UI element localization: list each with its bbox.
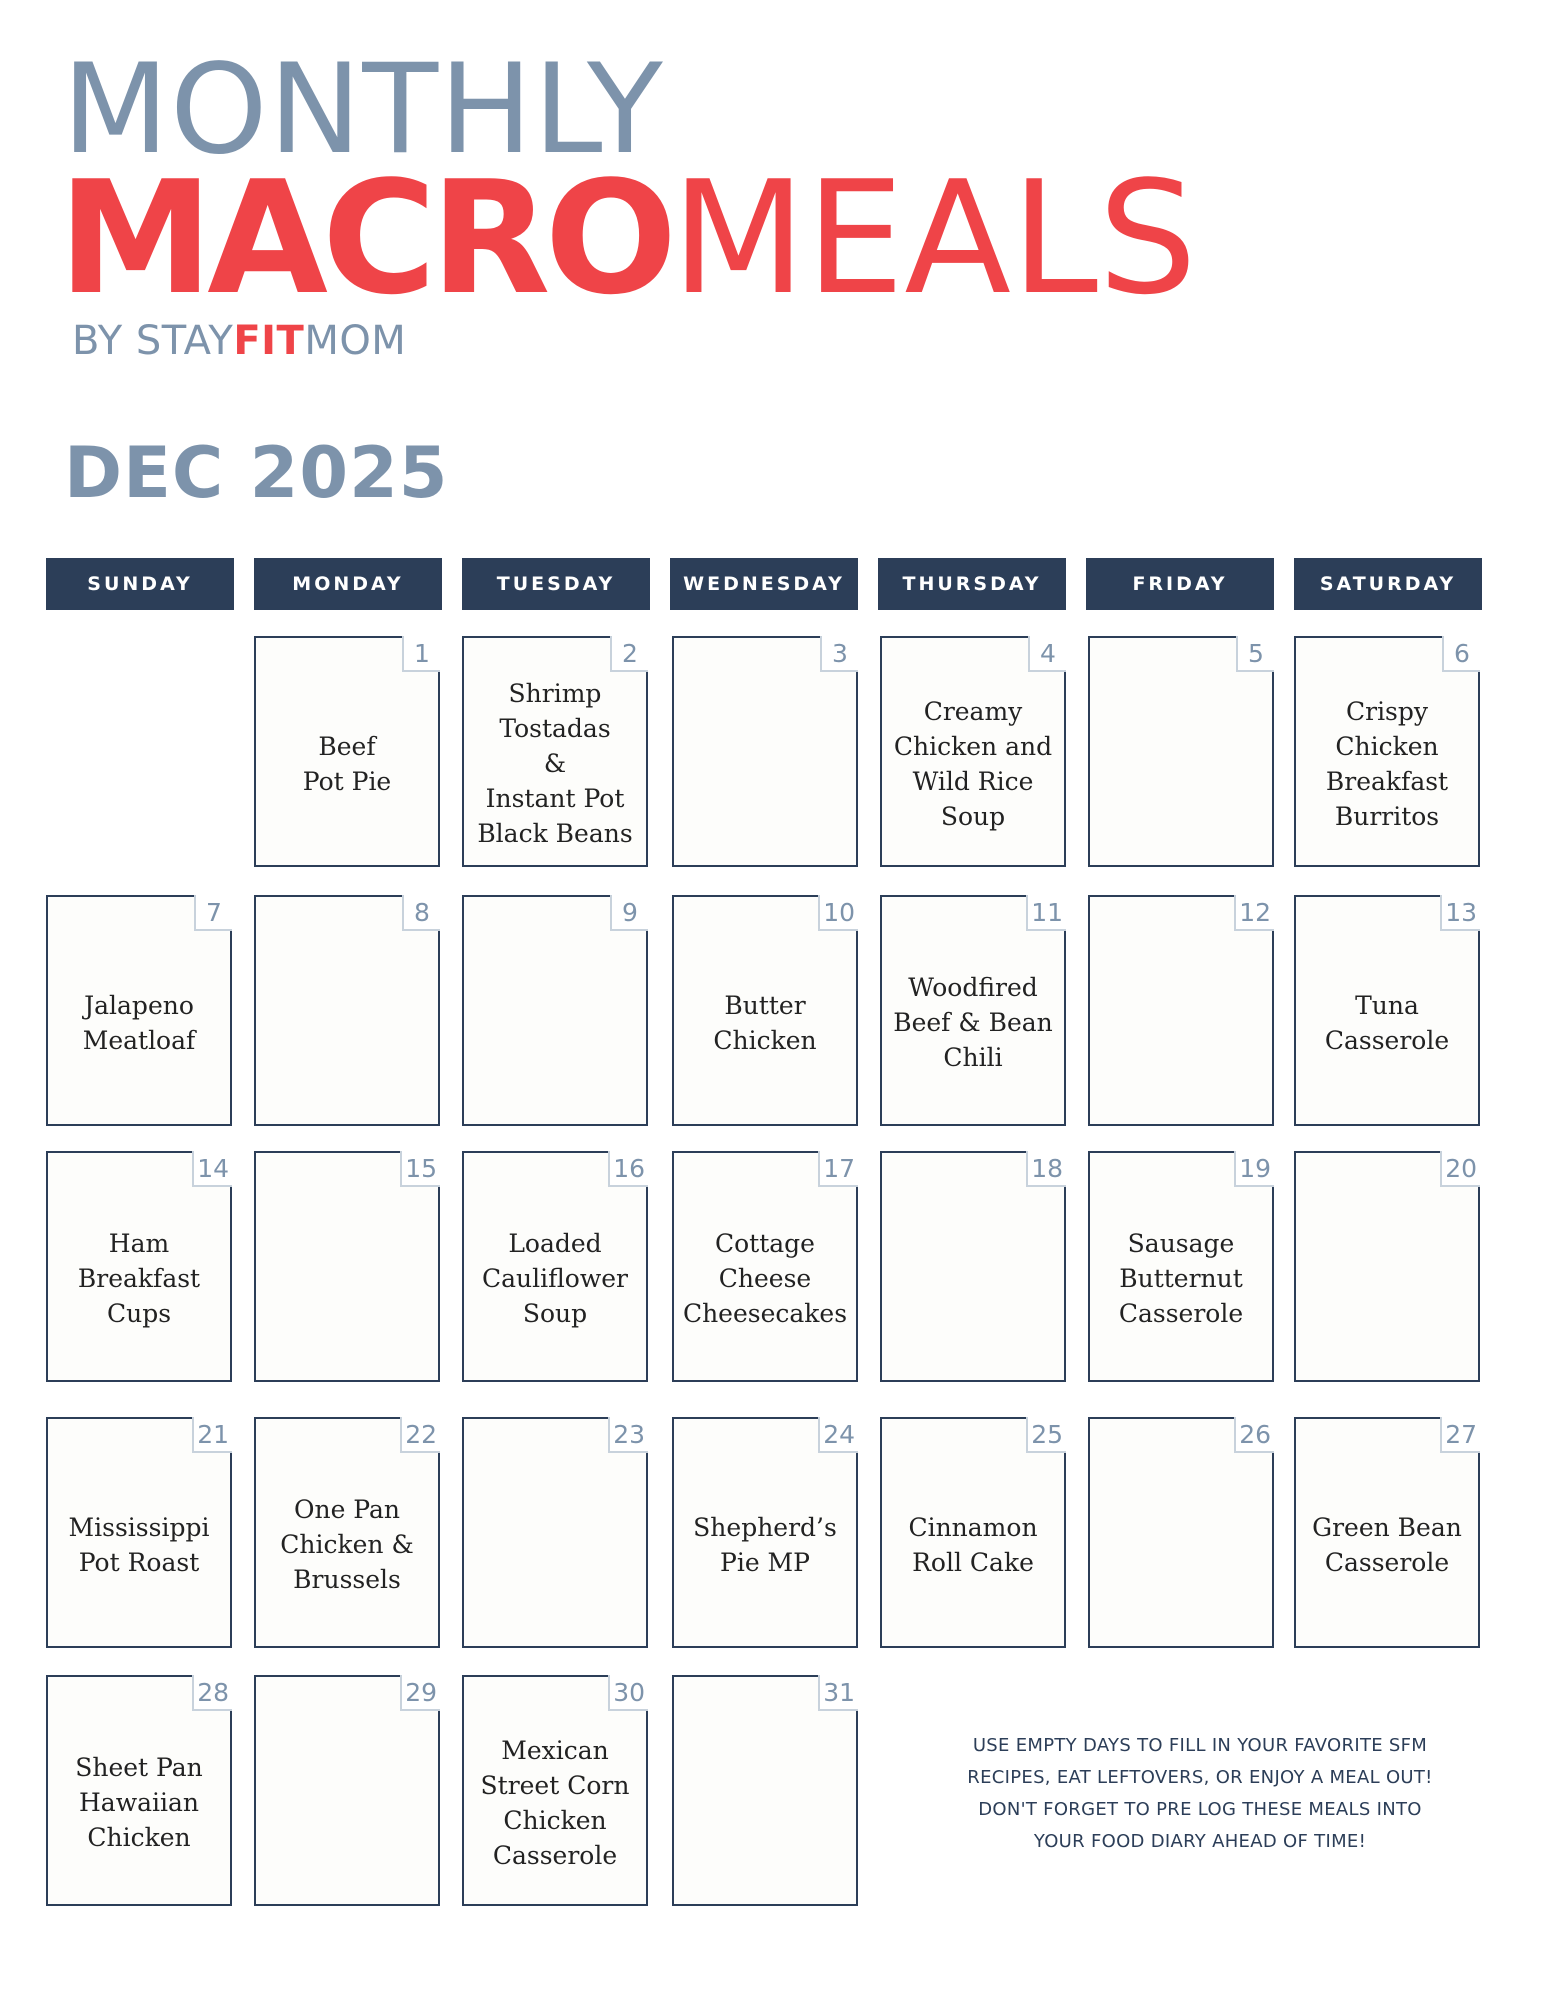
calendar-day-cell [462, 895, 648, 1126]
calendar-day-cell [462, 1151, 648, 1382]
byline-suffix: MOM [304, 318, 407, 364]
month-label: DEC 2025 [64, 432, 449, 514]
meal-name: Sheet Pan Hawaiian Chicken [75, 1753, 203, 1852]
meal-name: Shrimp Tostadas & Instant Pot Black Beans [477, 679, 633, 848]
calendar-day-cell [254, 1417, 440, 1648]
calendar-day-cell [462, 1675, 648, 1906]
calendar-day-cell [254, 1675, 440, 1906]
calendar-day-cell [880, 1151, 1066, 1382]
meal-name [256, 927, 438, 1118]
day-number: 9 [610, 895, 648, 931]
weekday-friday: FRIDAY [1086, 558, 1274, 610]
day-number: 25 [1026, 1417, 1066, 1453]
day-number: 30 [608, 1675, 648, 1711]
day-number: 27 [1440, 1417, 1480, 1453]
calendar-day-cell [1088, 636, 1274, 867]
day-number: 23 [608, 1417, 648, 1453]
day-number: 12 [1234, 895, 1274, 931]
byline [72, 318, 406, 364]
meal-name [464, 927, 646, 1118]
day-number: 22 [400, 1417, 440, 1453]
day-number: 24 [818, 1417, 858, 1453]
meal-name: Green Bean Casserole [1312, 1512, 1462, 1577]
meal-name: Woodfired Beef & Bean Chili [893, 973, 1053, 1072]
day-number: 19 [1234, 1151, 1274, 1187]
day-number: 18 [1026, 1151, 1066, 1187]
day-number: 2 [610, 636, 648, 672]
meal-name: Jalapeno Meatloaf [82, 990, 196, 1055]
calendar-day-cell [1294, 1417, 1480, 1648]
meal-name [674, 1707, 856, 1898]
weekday-wednesday: WEDNESDAY [670, 558, 858, 610]
day-number: 8 [402, 895, 440, 931]
meal-name: Shepherd’s Pie MP [693, 1512, 837, 1577]
day-number: 16 [608, 1151, 648, 1187]
meal-name [464, 1449, 646, 1640]
meal-name [1090, 668, 1272, 859]
meal-name: Tuna Casserole [1324, 990, 1450, 1055]
meal-name: Beef Pot Pie [302, 731, 392, 796]
title-monthly: MONTHLY [62, 38, 664, 182]
meal-name: Mexican Street Corn Chicken Casserole [480, 1735, 630, 1870]
calendar-day-cell [880, 1417, 1066, 1648]
day-number: 20 [1440, 1151, 1480, 1187]
day-number: 11 [1026, 895, 1066, 931]
day-number: 6 [1442, 636, 1480, 672]
meal-name: Cottage Cheese Cheesecakes [682, 1229, 848, 1328]
meal-name: Crispy Chicken Breakfast Burritos [1325, 696, 1449, 831]
meal-name: Butter Chicken [713, 990, 817, 1055]
calendar-day-cell [254, 1151, 440, 1382]
footnote: USE EMPTY DAYS TO FILL IN YOUR FAVORITE SFM RECIPES, EAT LEFTOVERS, OR ENJOY A MEAL OUT! DON'T FORGET TO PRE LOG THESE MEALS INTO YOUR FOOD DIARY AHEAD OF TIME! [967, 1735, 1433, 1852]
day-number: 1 [402, 636, 440, 672]
weekday-thursday: THURSDAY [878, 558, 1066, 610]
day-number: 21 [192, 1417, 232, 1453]
meal-name: Mississippi Pot Roast [68, 1512, 210, 1577]
day-number: 29 [400, 1675, 440, 1711]
meal-name: Ham Breakfast Cups [77, 1229, 201, 1328]
title-macro-meals [58, 147, 1198, 329]
day-number: 28 [192, 1675, 232, 1711]
calendar-day-cell [672, 1675, 858, 1906]
calendar-day-cell [462, 1417, 648, 1648]
calendar-day-cell [1294, 1151, 1480, 1382]
title-macro: MACRO [58, 147, 672, 329]
day-number: 5 [1236, 636, 1274, 672]
weekday-saturday: SATURDAY [1294, 558, 1482, 610]
day-number: 4 [1028, 636, 1066, 672]
day-number: 15 [400, 1151, 440, 1187]
calendar-day-cell [1294, 895, 1480, 1126]
day-number: 17 [818, 1151, 858, 1187]
calendar-day-cell [1294, 636, 1480, 867]
weekday-sunday: SUNDAY [46, 558, 234, 610]
byline-prefix: BY STAY [72, 318, 234, 364]
calendar-day-cell [46, 895, 232, 1126]
day-number: 13 [1440, 895, 1480, 931]
meal-name: Loaded Cauliflower Soup [482, 1229, 628, 1328]
day-number: 14 [192, 1151, 232, 1187]
day-number: 10 [818, 895, 858, 931]
calendar-day-cell [1088, 1417, 1274, 1648]
calendar-day-cell [254, 895, 440, 1126]
calendar-day-cell [46, 1675, 232, 1906]
meal-name [1090, 1449, 1272, 1640]
calendar-day-cell [254, 636, 440, 867]
meal-name [882, 1183, 1064, 1374]
calendar-day-cell [1088, 895, 1274, 1126]
meal-name [256, 1183, 438, 1374]
meal-name [256, 1707, 438, 1898]
meal-name [1090, 927, 1272, 1118]
weekday-monday: MONDAY [254, 558, 442, 610]
calendar-day-cell [1088, 1151, 1274, 1382]
day-number: 7 [194, 895, 232, 931]
day-number: 3 [820, 636, 858, 672]
meal-name: Cinnamon Roll Cake [908, 1512, 1038, 1577]
calendar-day-cell [46, 1151, 232, 1382]
calendar-day-cell [672, 1151, 858, 1382]
weekday-tuesday: TUESDAY [462, 558, 650, 610]
meal-name [674, 668, 856, 859]
calendar-day-cell [672, 1417, 858, 1648]
day-number: 31 [818, 1675, 858, 1711]
day-number: 26 [1234, 1417, 1274, 1453]
title-meals: MEALS [671, 147, 1198, 329]
byline-fit: FIT [233, 318, 305, 364]
calendar-day-cell [672, 895, 858, 1126]
calendar-day-cell [462, 636, 648, 867]
meal-name: Sausage Butternut Casserole [1118, 1229, 1244, 1328]
calendar-day-cell [880, 636, 1066, 867]
meal-name: One Pan Chicken & Brussels [280, 1495, 414, 1594]
meal-name [1296, 1183, 1478, 1374]
calendar-day-cell [672, 636, 858, 867]
calendar-day-cell [880, 895, 1066, 1126]
meal-name: Creamy Chicken and Wild Rice Soup [893, 696, 1053, 831]
calendar-day-cell [46, 1417, 232, 1648]
